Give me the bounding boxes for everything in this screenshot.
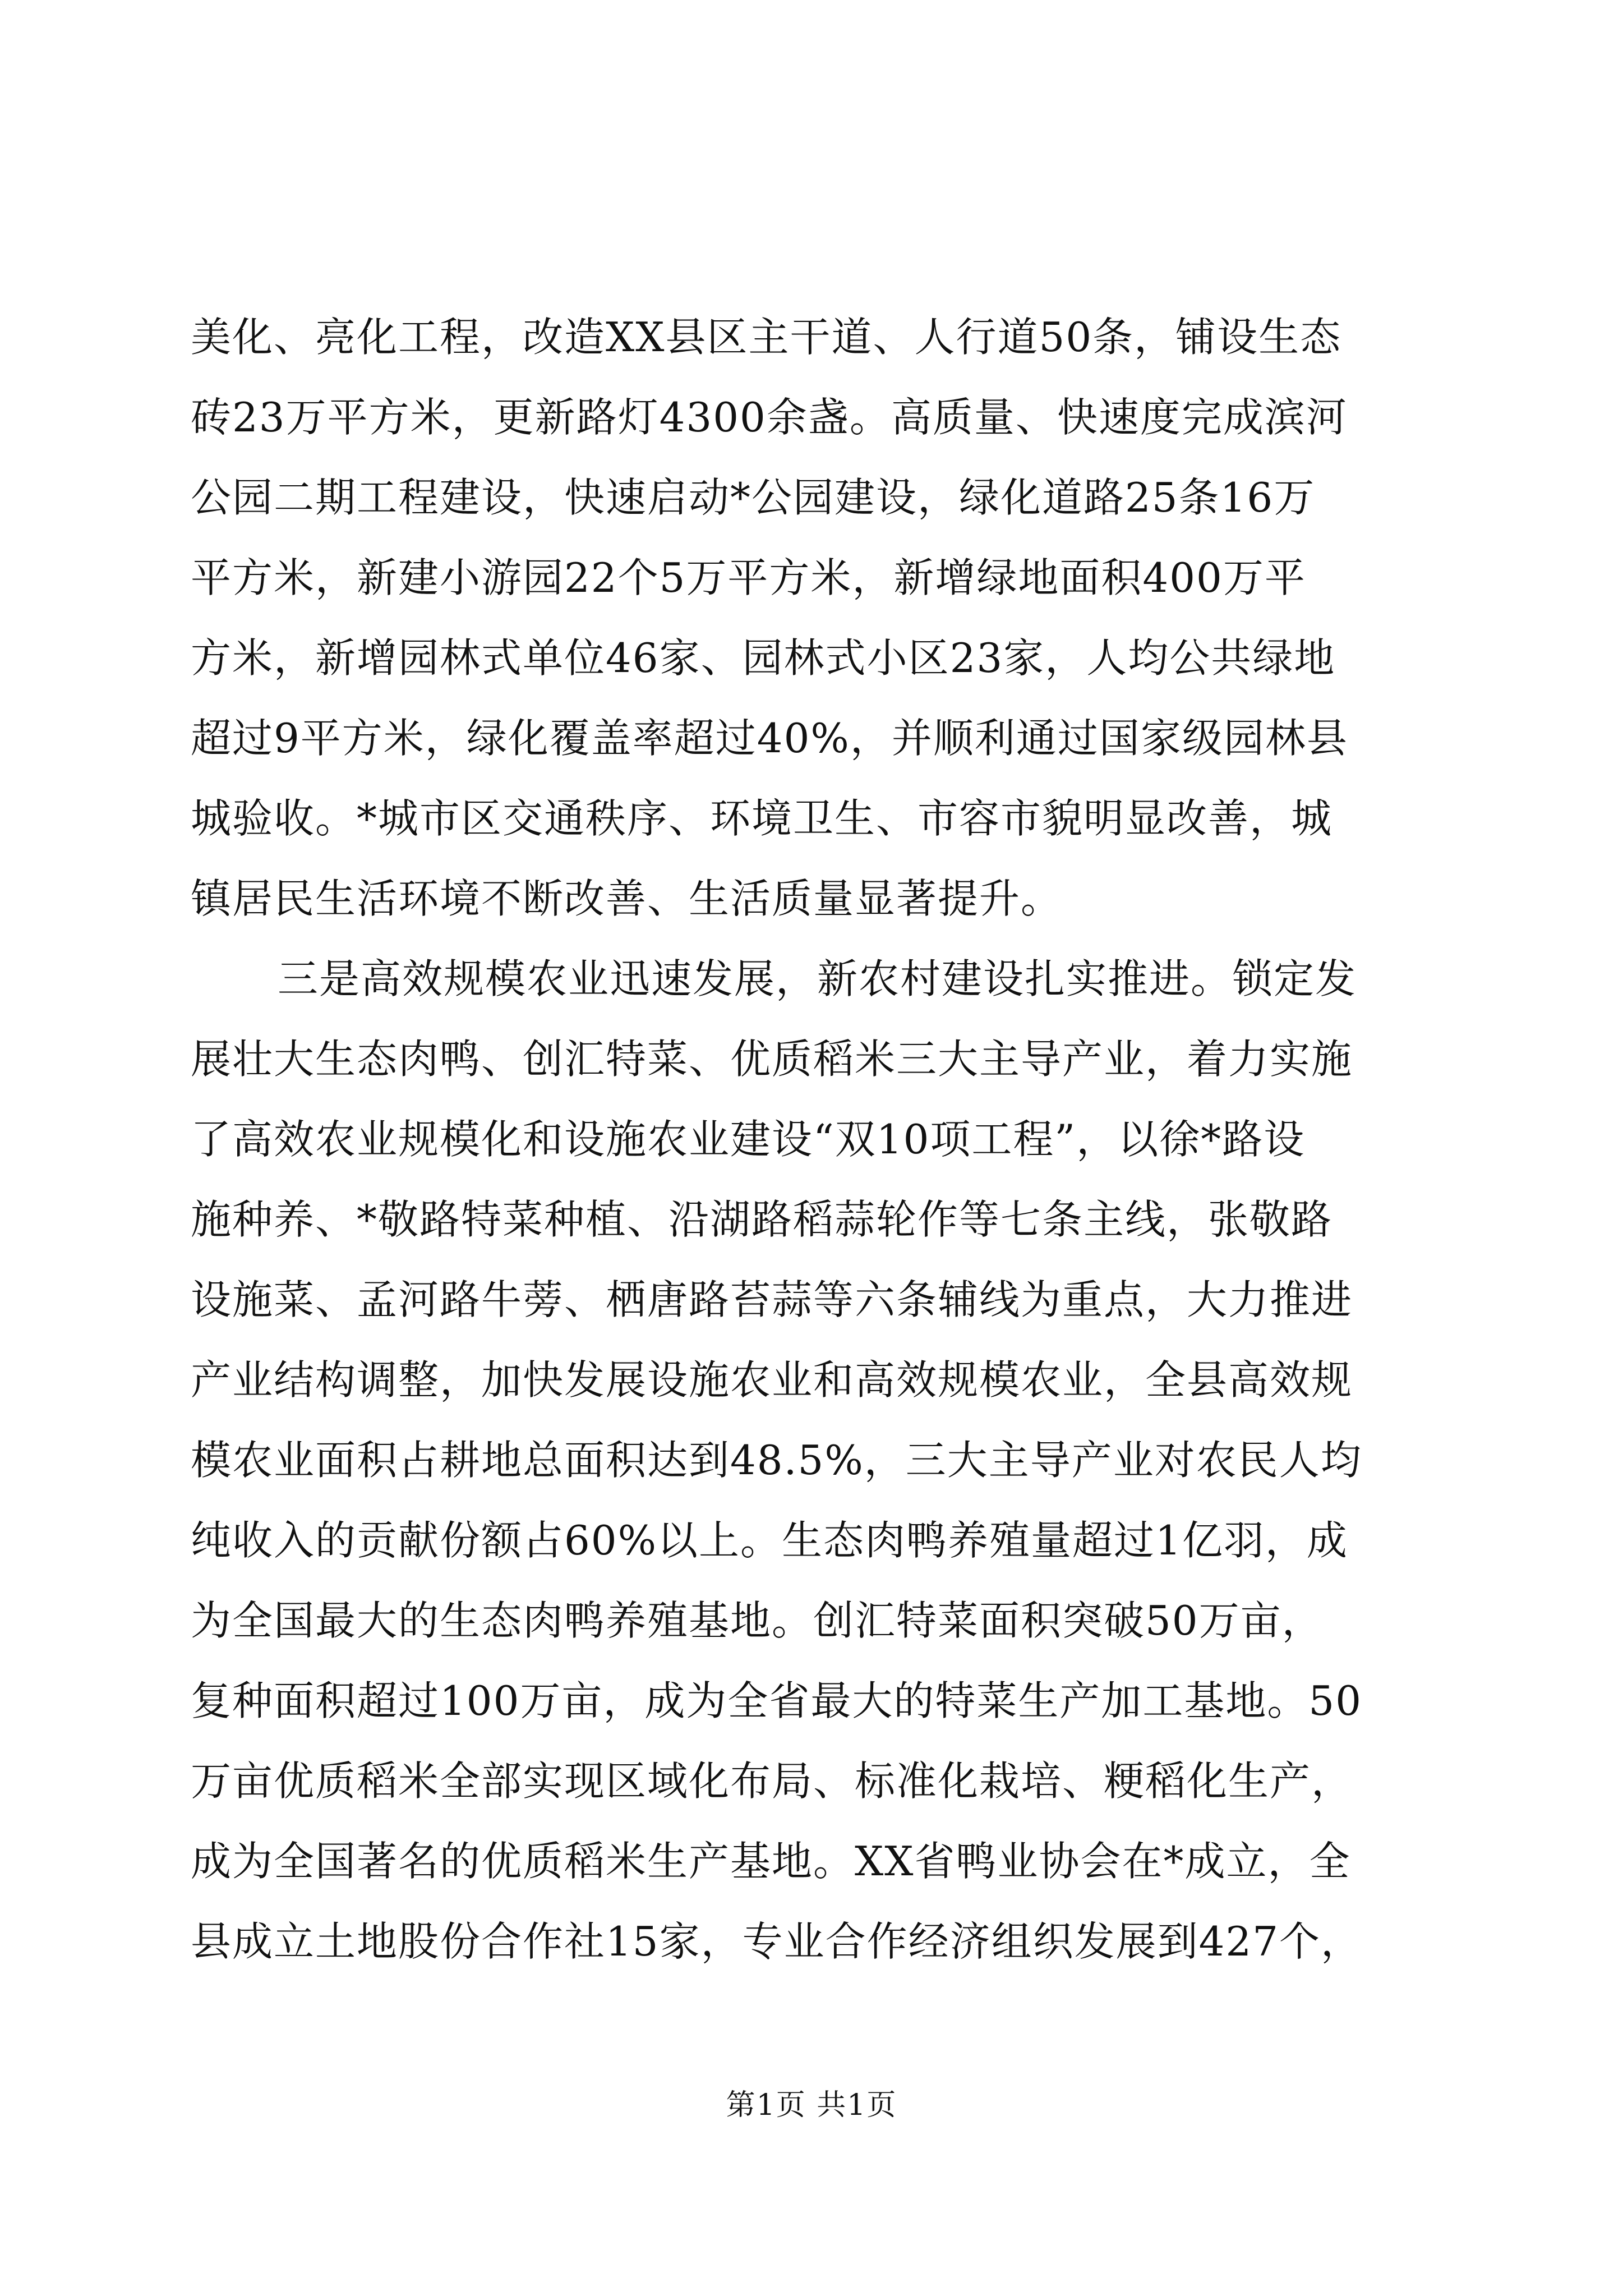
text-line: 公园二期工程建设，快速启动*公园建设，绿化道路25条16万 — [191, 474, 1316, 521]
text-line: 了高效农业规模化和设施农业建设“双10项工程”，以徐*路设 — [191, 1116, 1306, 1163]
text-line: 城验收。*城市区交通秩序、环境卫生、市容市貌明显改善，城 — [191, 795, 1333, 842]
text-line: 产业结构调整，加快发展设施农业和高效规模农业，全县高效规 — [191, 1356, 1353, 1404]
page-footer: 第1页 共1页 — [726, 2088, 897, 2122]
paragraph-start-line: 三是高效规模农业迅速发展，新农村建设扎实推进。锁定发 — [278, 955, 1357, 1002]
text-line: 超过9平方米，绿化覆盖率超过40%，并顺利通过国家级园林县 — [191, 715, 1348, 762]
text-line: 纯收入的贡献份额占60%以上。生态肉鸭养殖量超过1亿羽，成 — [191, 1517, 1348, 1564]
text-line: 展壮大生态肉鸭、创汇特菜、优质稻米三大主导产业，着力实施 — [191, 1036, 1353, 1083]
text-line: 砖23万平方米，更新路灯4300余盏。高质量、快速度完成滨河 — [191, 394, 1348, 441]
text-line: 平方米，新建小游园22个5万平方米，新增绿地面积400万平 — [191, 554, 1306, 601]
text-line: 为全国最大的生态肉鸭养殖基地。创汇特菜面积突破50万亩， — [191, 1597, 1324, 1644]
text-line: 复种面积超过100万亩，成为全省最大的特菜生产加工基地。50 — [191, 1677, 1363, 1724]
text-line: 县成立土地股份合作社15家，专业合作经济组织发展到427个， — [191, 1918, 1363, 1965]
text-line: 美化、亮化工程，改造XX县区主干道、人行道50条，铺设生态 — [191, 314, 1342, 361]
text-line: 模农业面积占耕地总面积达到48.5%，三大主导产业对农民人均 — [191, 1437, 1362, 1484]
text-line: 万亩优质稻米全部实现区域化布局、标准化栽培、粳稻化生产， — [191, 1757, 1353, 1805]
text-line: 成为全国著名的优质稻米生产基地。XX省鸭业协会在*成立，全 — [191, 1838, 1351, 1885]
text-line: 镇居民生活环境不断改善、生活质量显著提升。 — [191, 875, 1063, 922]
text-line: 方米，新增园林式单位46家、园林式小区23家，人均公共绿地 — [191, 634, 1336, 682]
text-line: 设施菜、孟河路牛蒡、栖唐路苔蒜等六条辅线为重点，大力推进 — [191, 1276, 1353, 1323]
text-line: 施种养、*敬路特菜种植、沿湖路稻蒜轮作等七条主线，张敬路 — [191, 1196, 1333, 1243]
body-text — [191, 297, 1424, 1982]
